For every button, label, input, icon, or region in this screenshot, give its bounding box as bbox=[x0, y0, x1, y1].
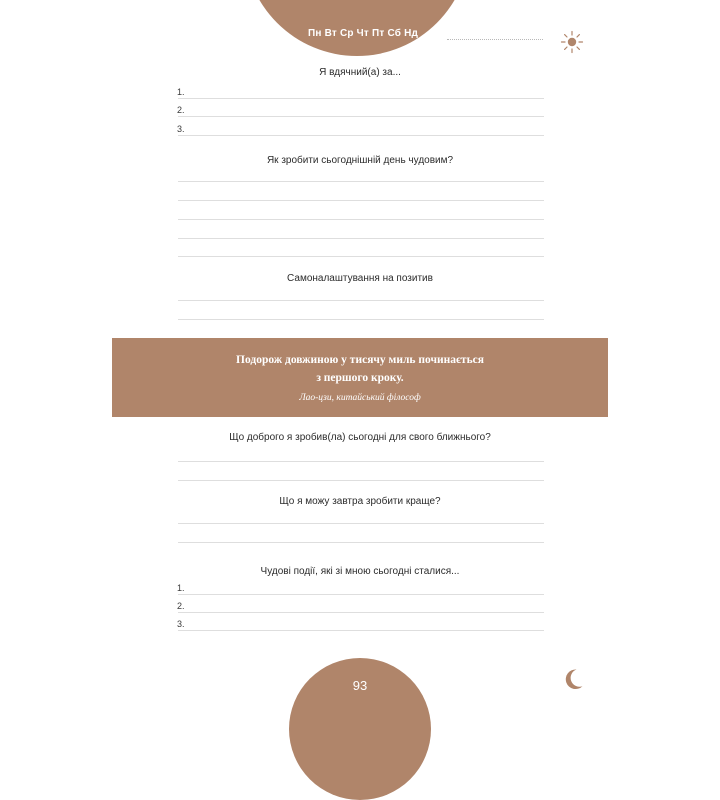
quote-line-1: Подорож довжиною у тисячу миль починається bbox=[236, 354, 484, 366]
grateful-number-2: 2. bbox=[177, 105, 185, 115]
quote-line-2: з першого кроку. bbox=[316, 372, 404, 384]
sun-icon bbox=[560, 30, 584, 54]
grateful-number-3: 3. bbox=[177, 124, 185, 134]
page-number: 93 bbox=[352, 678, 368, 693]
better-line-2[interactable] bbox=[178, 542, 544, 543]
quote-banner bbox=[112, 338, 608, 417]
great-day-line-5[interactable] bbox=[178, 256, 544, 257]
moon-icon bbox=[561, 667, 585, 691]
events-number-3: 3. bbox=[177, 619, 185, 629]
positive-line-1[interactable] bbox=[178, 300, 544, 301]
events-line-1[interactable] bbox=[178, 594, 544, 595]
quote-author: Лао-цзи, китайський філософ bbox=[299, 393, 421, 403]
grateful-number-1: 1. bbox=[177, 87, 185, 97]
better-heading: Що я можу завтра зробити краще? bbox=[279, 496, 441, 507]
grateful-line-3[interactable] bbox=[178, 135, 544, 136]
quote-text bbox=[112, 351, 608, 387]
great-day-line-2[interactable] bbox=[178, 200, 544, 201]
good-deed-line-1[interactable] bbox=[178, 461, 544, 462]
date-dotted-line bbox=[447, 39, 543, 40]
events-line-3[interactable] bbox=[178, 630, 544, 631]
events-number-1: 1. bbox=[177, 583, 185, 593]
weekday-selector[interactable]: Пн Вт Ср Чт Пт Сб Нд bbox=[308, 28, 419, 39]
great-day-heading: Як зробити сьогоднішній день чудовим? bbox=[266, 155, 454, 166]
grateful-line-2[interactable] bbox=[178, 116, 544, 117]
positive-heading: Самоналаштування на позитив bbox=[287, 273, 433, 284]
great-day-line-3[interactable] bbox=[178, 219, 544, 220]
great-day-line-1[interactable] bbox=[178, 181, 544, 182]
great-day-line-4[interactable] bbox=[178, 238, 544, 239]
grateful-heading: Я вдячний(а) за... bbox=[319, 67, 401, 78]
grateful-line-1[interactable] bbox=[178, 98, 544, 99]
events-heading: Чудові події, які зі мною сьогодні сталися... bbox=[260, 566, 460, 577]
positive-line-2[interactable] bbox=[178, 319, 544, 320]
good-deed-line-2[interactable] bbox=[178, 480, 544, 481]
better-line-1[interactable] bbox=[178, 523, 544, 524]
good-deed-heading: Що доброго я зробив(ла) сьогодні для свого ближнього? bbox=[229, 432, 491, 443]
events-number-2: 2. bbox=[177, 601, 185, 611]
events-line-2[interactable] bbox=[178, 612, 544, 613]
